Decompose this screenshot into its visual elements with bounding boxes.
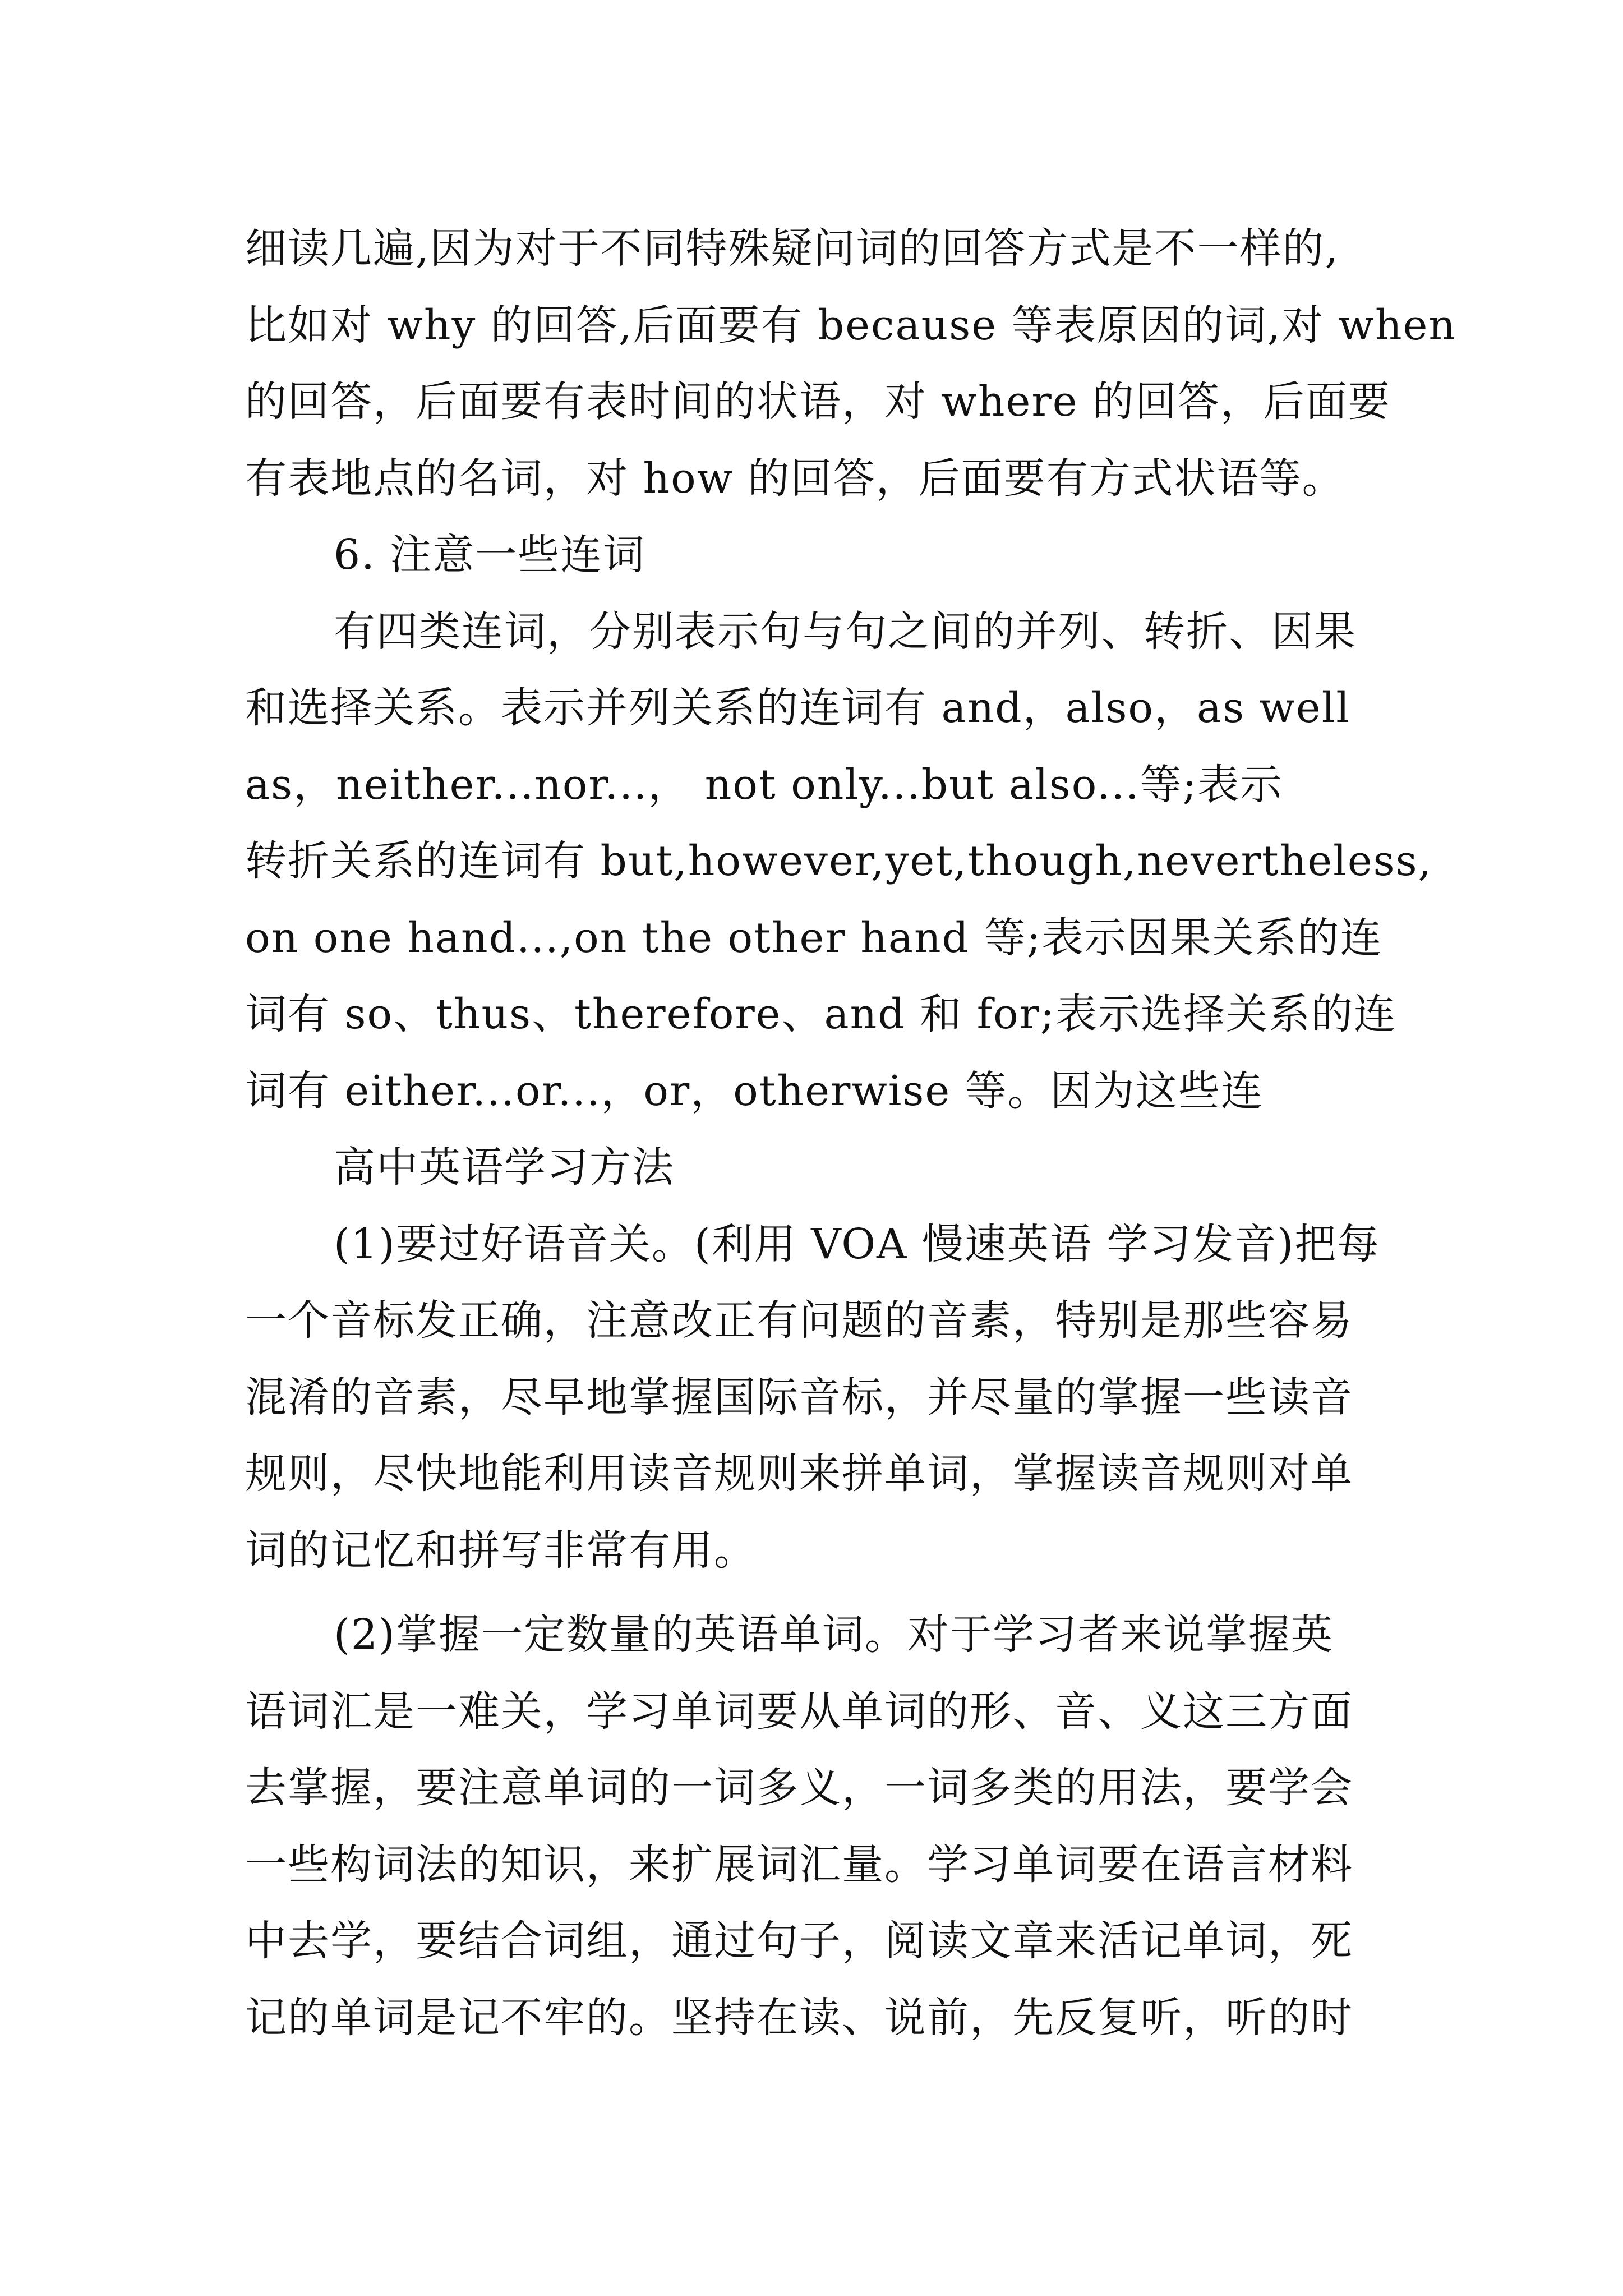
text-line: 中去学，要结合词组，通过句子，阅读文章来活记单词，死 [245, 1917, 1353, 1965]
text-line: on one hand...,on the other hand 等;表示因果关系的连 [245, 913, 1383, 962]
text-line: as，neither...nor...， not only...but also...等;表示 [245, 760, 1283, 809]
text-line: 词有 either...or...，or，otherwise 等。因为这些连 [245, 1066, 1264, 1115]
text-line: 一些构词法的知识，来扩展词汇量。学习单词要在语言材料 [245, 1840, 1353, 1889]
text-line: 的回答，后面要有表时间的状语，对 where 的回答，后面要 [245, 378, 1391, 426]
text-line: 去掌握，要注意单词的一词多义，一词多类的用法，要学会 [245, 1764, 1353, 1812]
text-line: 词的记忆和拼写非常有用。 [245, 1526, 757, 1575]
text-line: 细读几遍,因为对于不同特殊疑问词的回答方式是不一样的, [245, 224, 1340, 273]
text-line: (2)掌握一定数量的英语单词。对于学习者来说掌握英 [334, 1611, 1334, 1659]
text-line: 词有 so、thus、therefore、and 和 for;表示选择关系的连 [245, 990, 1396, 1038]
text-line: 记的单词是记不牢的。坚持在读、说前，先反复听，听的时 [245, 1993, 1353, 2042]
text-line: 有表地点的名词，对 how 的回答，后面要有方式状语等。 [245, 454, 1345, 503]
text-line: 混淆的音素，尽早地掌握国际音标，并尽量的掌握一些读音 [245, 1373, 1353, 1421]
body-text [245, 210, 1457, 2056]
text-line: 比如对 why 的回答,后面要有 because 等表原因的词,对 when [245, 301, 1457, 349]
text-line: 语词汇是一难关，学习单词要从单词的形、音、义这三方面 [245, 1687, 1353, 1736]
section-heading: 6. 注意一些连词 [334, 531, 646, 579]
text-line: 和选择关系。表示并列关系的连词有 and，also，as well [245, 684, 1351, 732]
text-line: (1)要过好语音关。(利用 VOA 慢速英语 学习发音)把每 [334, 1220, 1380, 1268]
text-line: 转折关系的连词有 but,however,yet,though,nevertheless, [245, 837, 1433, 885]
text-line: 规则，尽快地能利用读音规则来拼单词，掌握读音规则对单 [245, 1450, 1353, 1498]
section-title: 高中英语学习方法 [334, 1143, 675, 1191]
paragraph-gap [245, 1589, 1384, 1596]
text-line: 有四类连词，分别表示句与句之间的并列、转折、因果 [334, 607, 1357, 656]
text-line: 一个音标发正确，注意改正有问题的音素，特别是那些容易 [245, 1296, 1353, 1345]
